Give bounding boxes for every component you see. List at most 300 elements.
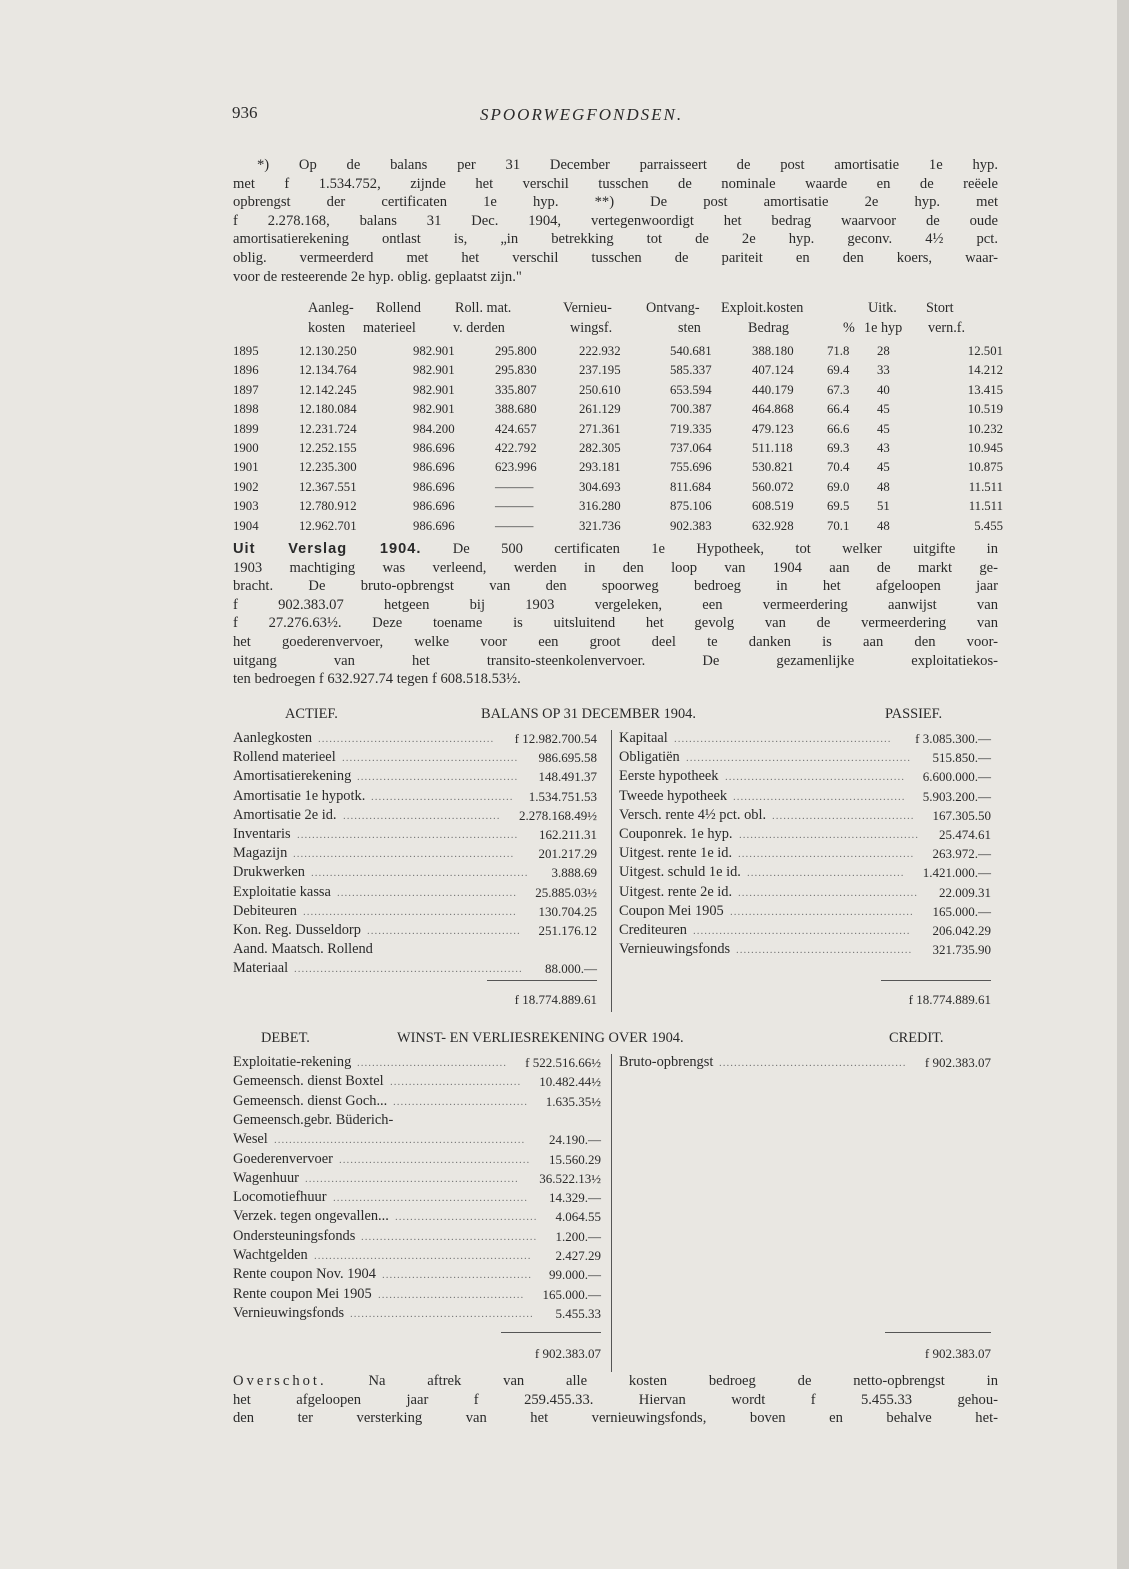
report-line: bracht. De bruto-opbrengst van den spoorweg bedroeg in het afgeloopen jaar (233, 578, 998, 595)
ledger-row (233, 1247, 601, 1266)
page-edge (1117, 0, 1129, 1569)
ledger-amount: 201.217.29 (538, 846, 597, 862)
stats-cell: 295.800 (495, 344, 537, 358)
ledger-label: Wesel (233, 1131, 268, 1148)
ledger-row (233, 1131, 601, 1150)
report-line: uitgang van het transito-steenkolenvervoer. De gezamenlijke exploitatiekos- (233, 652, 998, 669)
stats-cell: 407.124 (752, 363, 794, 378)
passief-heading: PASSIEF. (885, 706, 943, 722)
stats-cell: 43 (877, 441, 890, 455)
ledger-row (233, 730, 597, 749)
stats-cell: 440.179 (752, 382, 794, 397)
ledger-amount: f 12.982.700.54 (514, 731, 597, 746)
leader-dots: .............................................. (733, 790, 906, 803)
stats-cell: 986.696 (413, 460, 455, 475)
ledger-amount: 165.000.— (542, 1286, 601, 1302)
leader-dots: ......................................................... (305, 1172, 519, 1185)
running-title: SPOORWEGFONDSEN. (480, 105, 684, 124)
ledger-label: Rollend materieel (233, 749, 336, 766)
stats-cell: 982.901 (413, 382, 455, 397)
stats-cell: 237.195 (579, 363, 621, 378)
ledger-row (233, 941, 597, 960)
closing-line: den ter versterking van het vernieuwingsfonds, boven en behalve het- (233, 1410, 998, 1427)
ledger-label: Inventaris (233, 826, 291, 842)
stats-cell: 45 (877, 421, 890, 436)
report-line (233, 540, 998, 559)
stats-header: kosten (308, 320, 346, 336)
ledger-label: Gemeensch.gebr. Büderich- (233, 1111, 394, 1128)
stats-cell: 261.129 (579, 402, 621, 417)
stats-year: 1898 (233, 402, 259, 417)
ledger-label: Verzek. tegen ongevallen... (233, 1208, 389, 1225)
closing-line: het afgeloopen jaar f 259.455.33. Hiervan wordt f 5.455.33 gehou- (233, 1391, 998, 1408)
leader-dots: .......................................... (343, 809, 501, 822)
ledger-label: Tweede hypotheek (619, 787, 728, 804)
ledger-label: Aanlegkosten (233, 730, 313, 746)
report-line: ten bedroegen f 632.927.74 tegen f 608.518.53½. (233, 671, 521, 688)
stats-cell: 321.736 (579, 518, 621, 533)
closing-paragraph (233, 1372, 998, 1428)
ledger-amount: 24.190.— (549, 1132, 601, 1148)
leader-dots: ...................................... (395, 1211, 538, 1224)
stats-cell: 875.106 (670, 499, 712, 514)
ledger-label: Eerste hypotheek (619, 768, 719, 785)
footnote-line: amortisatierekening ontlast is, „in betrekking tot de 2e hyp. geconv. 4½ pct. (233, 231, 998, 248)
ledger-amount: 25.474.61 (939, 827, 991, 842)
stats-cell: 10.232 (967, 421, 1003, 436)
stats-row (233, 441, 1003, 459)
stats-cell: 70.1 (827, 518, 850, 533)
ledger-label: Goederenvervoer (233, 1150, 333, 1167)
ledger-label: Uitgest. rente 2e id. (619, 883, 733, 900)
stats-cell: 560.072 (752, 479, 794, 494)
leader-dots: ............................................... (736, 944, 913, 957)
ledger-label: Crediteuren (619, 922, 687, 938)
stats-header: Rollend (376, 300, 421, 316)
ledger-amount: 986.695.58 (538, 750, 597, 766)
leader-dots: ................................................ (738, 886, 918, 899)
ledger-amount: 321.735.90 (932, 942, 991, 958)
ledger-label: Amortisatierekening (233, 768, 352, 785)
ledger-label: Obligatiën (619, 749, 680, 766)
stats-header: v. derden (453, 320, 505, 336)
stats-row (233, 480, 1003, 498)
stats-year: 1903 (233, 499, 259, 514)
leader-dots: ........................................................... (293, 848, 515, 861)
leader-dots: ................................................ (739, 829, 919, 841)
liabilities-total: f 18.774.889.61 (908, 992, 991, 1007)
stats-cell: 700.387 (670, 402, 712, 417)
column-divider (611, 730, 612, 1012)
ledger-amount: 25.885.03½ (535, 884, 597, 900)
ledger-label: Wachtgelden (233, 1247, 308, 1263)
actief-heading: ACTIEF. (285, 706, 338, 722)
column-divider (611, 1054, 612, 1372)
ledger-label: Aand. Maatsch. Rollend (233, 941, 373, 958)
stats-cell: 982.901 (413, 344, 455, 358)
ledger-label: Gemeensch. dienst Boxtel (233, 1073, 384, 1090)
stats-cell: 12.142.245 (299, 382, 357, 397)
stats-row (233, 402, 1003, 420)
stats-cell: 984.200 (413, 421, 455, 436)
ledger-label: Exploitatie kassa (233, 883, 331, 900)
stats-row (233, 499, 1003, 517)
stats-cell: 222.932 (579, 344, 621, 358)
stats-header: 1e hyp (864, 320, 903, 336)
running-header (232, 103, 1002, 133)
ledger-label: Ondersteuningsfonds (233, 1227, 356, 1244)
footnote-line: voor de resteerende 2e hyp. oblig. geplaatst zijn." (233, 268, 522, 285)
ledger-row (233, 1054, 601, 1073)
ledger-label: Amortisatie 2e id. (233, 806, 337, 823)
profit-loss-account (233, 1030, 998, 1370)
total-rule (487, 980, 597, 981)
ledger-row (233, 1305, 601, 1324)
stats-cell: 304.693 (579, 479, 621, 494)
ledger-label: Uitgest. schuld 1e id. (619, 864, 741, 881)
ledger-row (619, 826, 991, 845)
stats-cell: 295.830 (495, 363, 537, 378)
stats-cell: 271.361 (579, 421, 621, 436)
stats-cell: 293.181 (579, 460, 621, 475)
ledger-label: Kon. Reg. Dusseldorp (233, 922, 361, 938)
stats-cell: 632.928 (752, 518, 794, 533)
ledger-row (233, 1266, 601, 1285)
leader-dots: ................................................. (350, 1307, 534, 1320)
stats-cell: 653.594 (670, 382, 712, 397)
ledger-row (233, 1208, 601, 1227)
stats-cell: ——— (495, 499, 534, 514)
stats-cell: 388.180 (752, 344, 794, 358)
ledger-label: Locomotiefhuur (233, 1189, 327, 1206)
closing-heading: Overschot. (233, 1373, 327, 1389)
stats-cell: 540.681 (670, 344, 712, 358)
stats-cell: 986.696 (413, 479, 455, 494)
ledger-row (619, 1054, 991, 1073)
ledger-amount: 1.421.000.— (922, 865, 991, 881)
ledger-amount: 88.000.— (545, 961, 597, 977)
stats-cell: 986.696 (413, 518, 455, 533)
leader-dots: ........................................... (357, 771, 519, 784)
ledger-label: Rente coupon Mei 1905 (233, 1285, 372, 1302)
ledger-row (233, 826, 597, 845)
leader-dots: ....................................... (378, 1288, 525, 1301)
stats-cell: 464.868 (752, 402, 794, 417)
ledger-amount: 22.009.31 (939, 884, 991, 900)
stats-cell: 608.519 (752, 499, 794, 514)
ledger-label: Rente coupon Nov. 1904 (233, 1266, 376, 1283)
stats-row (233, 363, 1003, 381)
ledger-row (233, 1112, 601, 1131)
stats-header: Roll. mat. (455, 300, 512, 316)
stats-cell: 71.8 (827, 344, 850, 358)
report-paragraph (233, 540, 998, 689)
ledger-amount: 10.482.44½ (539, 1074, 601, 1090)
stats-cell: 33 (877, 363, 890, 378)
ledger-amount: 5.903.200.— (922, 788, 991, 804)
stats-cell: 530.821 (752, 460, 794, 475)
stats-cell: 12.252.155 (299, 441, 357, 455)
stats-header: wingsf. (570, 320, 613, 336)
ledger-amount: 5.455.33 (555, 1305, 601, 1321)
stats-cell: 10.875 (967, 460, 1003, 475)
stats-year: 1896 (233, 363, 259, 378)
ledger-amount: 14.329.— (549, 1190, 601, 1206)
stats-cell: 66.6 (827, 421, 850, 436)
stats-header: Aanleg- (308, 300, 354, 316)
stats-cell: 48 (877, 479, 890, 494)
stats-year: 1897 (233, 382, 259, 397)
stats-cell: 422.792 (495, 441, 537, 455)
leader-dots: ................................................... (339, 1153, 531, 1166)
ledger-row (233, 1170, 601, 1189)
stats-header: Bedrag (748, 320, 789, 336)
leader-dots: .................................................... (333, 1192, 528, 1205)
stats-cell: 66.4 (827, 402, 850, 417)
credit-heading: CREDIT. (889, 1030, 944, 1046)
leader-dots: ................................................ (337, 886, 517, 899)
ledger-row (233, 845, 597, 864)
ledger-amount: 6.600.000.— (922, 769, 991, 785)
stats-cell: 11.511 (968, 479, 1003, 494)
leader-dots: .......................................................... (693, 925, 911, 937)
stats-cell: 479.123 (752, 421, 794, 436)
ledger-amount: 1.200.— (555, 1228, 601, 1244)
stats-cell: 623.996 (495, 460, 537, 475)
stats-header: Vernieu- (563, 300, 612, 316)
report-heading: Uit Verslag 1904. (233, 541, 422, 557)
ledger-label: Wagenhuur (233, 1169, 299, 1186)
stats-cell: 982.901 (413, 363, 455, 378)
ledger-label: Kapitaal (619, 730, 668, 746)
ledger-row (233, 960, 597, 979)
stats-cell: 12.134.764 (299, 363, 357, 378)
leader-dots: ........................................ (382, 1269, 532, 1282)
ledger-amount: f 3.085.300.— (915, 731, 991, 746)
stats-header: Ontvang- (646, 300, 700, 316)
stats-header-row-1 (308, 300, 1008, 318)
ledger-row (233, 749, 597, 768)
ledger-amount: 99.000.— (549, 1267, 601, 1283)
stats-cell: 424.657 (495, 421, 537, 436)
stats-header-row-2 (308, 320, 1008, 338)
stats-header: materieel (363, 320, 416, 336)
stats-cell: 11.511 (968, 499, 1003, 514)
ledger-label: Amortisatie 1e hypotk. (233, 787, 366, 804)
footnote-line: f 2.278.168, balans 31 Dec. 1904, vertegenwoordigt het bedrag waarvoor de oude (233, 212, 998, 229)
stats-cell: 12.235.300 (299, 460, 357, 475)
leader-dots: ...................................... (772, 809, 915, 822)
leader-dots: ................................................. (730, 905, 914, 918)
ledger-label: Couponrek. 1e hyp. (619, 826, 733, 842)
footnote-line: met f 1.534.752, zijnde het verschil tusschen de nominale waarde en de reëele (233, 175, 998, 192)
debit-total: f 902.383.07 (534, 1346, 601, 1361)
ledger-label: Exploitatie-rekening (233, 1054, 352, 1070)
ledger-row (233, 1189, 601, 1208)
leader-dots: .......................................... (747, 867, 905, 880)
stats-cell: 10.519 (967, 402, 1003, 417)
leader-dots: ........................................................... (297, 829, 519, 841)
leader-dots: .................................................. (719, 1057, 907, 1069)
footnote-paragraph (233, 156, 998, 286)
ledger-amount: 206.042.29 (932, 923, 991, 938)
leader-dots: ............................................... (361, 1230, 538, 1243)
ledger-amount: 1.534.751.53 (528, 788, 597, 804)
report-line: f 27.276.63½. Deze toename is uitsluitend het gevolg van de vermeerdering van (233, 615, 998, 632)
ledger-amount: 1.635.35½ (545, 1093, 601, 1109)
stats-header: vern.f. (928, 320, 966, 336)
ledger-amount: 162.211.31 (538, 827, 597, 842)
leader-dots: ........................................ (357, 1057, 507, 1069)
leader-dots: ............................................................. (294, 963, 523, 976)
ledger-amount: 515.850.— (932, 750, 991, 766)
stats-year: 1902 (233, 479, 259, 494)
ledger-row (233, 1151, 601, 1170)
assets-total: f 18.774.889.61 (514, 992, 597, 1007)
report-line: f 902.383.07 hetgeen bij 1903 vergeleken, een vermeerdering aanwijst van (233, 596, 998, 613)
stats-cell: 13.415 (967, 382, 1003, 397)
stats-cell: 902.383 (670, 518, 712, 533)
stats-row (233, 519, 1003, 537)
ledger-row (619, 903, 991, 922)
ledger-row (619, 730, 991, 749)
ledger-row (233, 788, 597, 807)
stats-cell: 12.180.084 (299, 402, 357, 417)
stats-cell: 811.684 (670, 479, 712, 494)
footnote-line: opbrengst der certificaten 1e hyp. **) De post amortisatie 2e hyp. met (233, 194, 998, 211)
total-rule (501, 1332, 601, 1333)
ledger-amount: 263.972.— (932, 846, 991, 862)
ledger-amount: 2.427.29 (555, 1248, 601, 1263)
stats-cell: 48 (877, 518, 890, 533)
stats-header: % (843, 320, 855, 336)
ledger-row (619, 864, 991, 883)
stats-cell: 719.335 (670, 421, 712, 436)
stats-cell: 45 (877, 402, 890, 417)
stats-header: sten (678, 320, 701, 336)
stats-year: 1899 (233, 421, 259, 436)
report-line: het goederenvervoer, welke voor een groot deel te danken is aan den voor- (233, 633, 998, 650)
ledger-row (619, 768, 991, 787)
leader-dots: ............................................... (318, 733, 495, 745)
stats-cell: 69.0 (827, 479, 850, 494)
stats-cell: 69.5 (827, 499, 850, 514)
ledger-label: Versch. rente 4½ pct. obl. (619, 806, 767, 823)
stats-year: 1900 (233, 441, 259, 455)
ledger-label: Drukwerken (233, 864, 305, 881)
leader-dots: ...................................... (371, 790, 514, 803)
page-number: 936 (232, 103, 258, 122)
stats-cell: 986.696 (413, 499, 455, 514)
report-text: De 500 certificaten 1e Hypotheek, tot welker uitgifte in (452, 541, 998, 557)
stats-cell: 12.231.724 (299, 421, 357, 436)
leader-dots: .................................... (393, 1095, 528, 1108)
stats-header: Stort (926, 300, 954, 316)
stats-cell: 51 (877, 499, 890, 514)
total-rule (885, 1332, 991, 1333)
ledger-amount: 130.704.25 (538, 903, 597, 919)
leader-dots: ............................................................ (686, 752, 911, 765)
stats-cell: 14.212 (967, 363, 1003, 378)
ledger-amount: 167.305.50 (932, 807, 991, 823)
stats-cell: 388.680 (495, 402, 537, 417)
balance-sheet (233, 706, 998, 1016)
stats-cell: ——— (495, 479, 534, 494)
stats-cell: 511.118 (752, 441, 793, 455)
ledger-amount: f 522.516.66½ (525, 1055, 601, 1070)
ledger-label: Uitgest. rente 1e id. (619, 845, 733, 862)
ledger-label: Vernieuwingsfonds (233, 1304, 345, 1321)
ledger-row (619, 845, 991, 864)
stats-cell: 40 (877, 382, 890, 397)
ledger-row (619, 941, 991, 960)
ledger-row (233, 807, 597, 826)
ledger-row (619, 788, 991, 807)
ledger-amount: 4.064.55 (555, 1209, 601, 1225)
ledger-row (233, 903, 597, 922)
ledger-row (619, 922, 991, 941)
stats-cell: 737.064 (670, 441, 712, 455)
stats-cell: 585.337 (670, 363, 712, 378)
ledger-row (233, 768, 597, 787)
leader-dots: ......................................... (367, 925, 521, 937)
stats-header: Exploit.kosten (721, 300, 804, 316)
footnote-line: oblig. vermeerderd met het verschil tusschen de pariteit en den koers, waar- (233, 249, 998, 266)
leader-dots: ................................... (390, 1076, 522, 1089)
leader-dots: ......................................................... (303, 905, 517, 918)
stats-cell: 335.807 (495, 382, 537, 397)
leader-dots: .......................................................... (314, 1250, 532, 1262)
stats-year: 1904 (233, 518, 259, 533)
ledger-amount: 165.000.— (932, 903, 991, 919)
leader-dots: .......................................................... (311, 867, 529, 880)
ledger-row (233, 1073, 601, 1092)
stats-cell: 986.696 (413, 441, 455, 455)
stats-year: 1901 (233, 460, 259, 475)
stats-cell: 10.945 (967, 441, 1003, 455)
ledger-row (233, 1286, 601, 1305)
closing-text: Na aftrek van alle kosten bedroeg de netto-opbrengst in (368, 1373, 998, 1389)
ledger-amount: f 902.383.07 (924, 1055, 991, 1070)
stats-cell: ——— (495, 518, 534, 533)
stats-row (233, 460, 1003, 478)
ledger-amount: 3.888.69 (551, 865, 597, 881)
ledger-label: Bruto-opbrengst (619, 1054, 714, 1070)
stats-row (233, 422, 1003, 440)
ledger-amount: 36.522.13½ (539, 1170, 601, 1186)
ledger-row (233, 884, 597, 903)
stats-cell: 12.501 (967, 344, 1003, 358)
stats-cell: 282.305 (579, 441, 621, 455)
ledger-label: Materiaal (233, 960, 289, 977)
ledger-label: Gemeensch. dienst Goch... (233, 1092, 388, 1109)
ledger-row (233, 1228, 601, 1247)
leader-dots: ............................................... (342, 752, 519, 765)
stats-cell: 67.3 (827, 382, 850, 397)
leader-dots: ............................................... (738, 848, 915, 861)
report-line: 1903 machtiging was verleend, werden in den loop van 1904 aan de markt ge- (233, 559, 998, 576)
stats-cell: 12.130.250 (299, 344, 357, 358)
stats-row (233, 383, 1003, 401)
ledger-amount: 15.560.29 (549, 1151, 601, 1167)
ledger-row (233, 864, 597, 883)
total-rule (881, 980, 991, 981)
stats-row (233, 344, 1003, 362)
leader-dots: ................................................................... (274, 1134, 526, 1147)
stats-cell: 12.962.701 (299, 518, 357, 533)
ledger-row (233, 922, 597, 941)
stats-cell: 250.610 (579, 382, 621, 397)
